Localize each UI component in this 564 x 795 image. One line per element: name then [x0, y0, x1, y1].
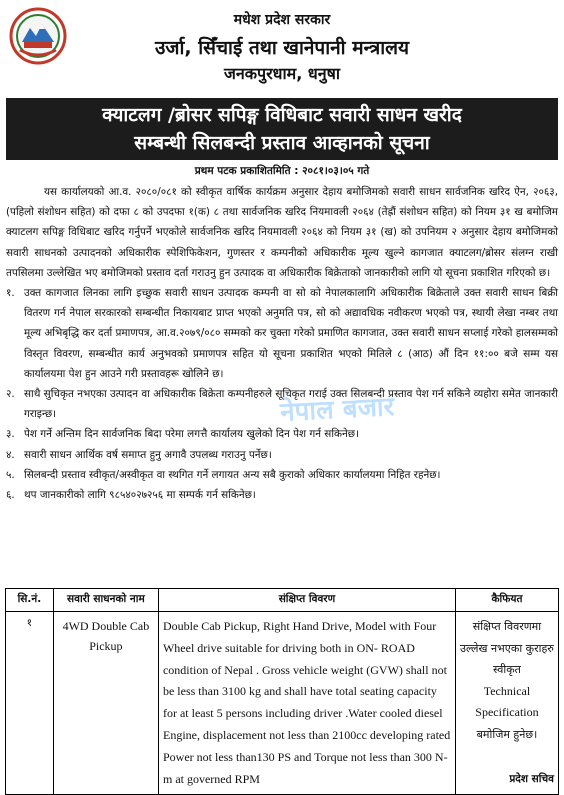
signature-title: प्रदेश सचिव: [509, 773, 554, 785]
list-item: [6, 424, 558, 444]
cell-description: Double Cab Pickup, Right Hand Drive, Model with Four Wheel drive suitable for driving both in ON- ROAD condition of Nepal . Gross vehicle weight (GVW) shall not be less than 3100 kg and shall have total seating capacity for at least 5 persons including driver .Water cooled diesel Engine, displacement not less than 2100cc developing rated Power not less than130 PS and Torque not less than 300 N-m at governed RPM: [158, 612, 455, 795]
cell-vehicle-name: 4WD Double Cab Pickup: [53, 612, 158, 795]
list-item-text: सवारी साधन आर्थिक वर्ष समाप्त हुनु अगावै उपलब्ध गराउनु पर्नेछ।: [24, 448, 272, 461]
table-header-row: [6, 589, 559, 612]
table-row: [6, 612, 559, 795]
publication-date: प्रथम पटक प्रकाशितमिति : २०८१।०३।०५ गते: [194, 165, 370, 177]
list-item-number: ५.: [6, 468, 15, 481]
list-item-text: सिलबन्दी प्रस्ताव स्वीकृत/अस्वीकृत वा स्थगित गर्ने लगायत अन्य सबै कुराको अधिकार कार्यालयमा निहित रहनेछ।: [24, 468, 441, 481]
list-item-text: उक्त कागजात लिनका लागि इच्छुक सवारी साधन उत्पादक कम्पनी वा सो को नेपालकालागि अधिकारीक बिक्रेताले उक्त सवारी साधन बिक्री वितरण गर्न नेपाल सरकारको सम्बन्धीत निकायबाट प्राप्त भएको अनुमति पत्र, सो को अद्यावधिक नवीकरण भएको पत्र, स्थायी लेखा नम्बर तथा मूल्य अभिबृद्धि कर दर्ता प्रमाणपत्र, आ.व.२०७९/०८० सम्मको कर चुक्ता गरेको प्रमाणित कागजात, उक्त सवारी साधन सप्लाई गरेको हालसम्मको विस्तृत विवरण, सम्बन्धीत कार्य अनुभवको प्रमाणपत्र सहित यो सूचना प्रकाशित भएको मितिले ८ (आठ) औं दिन ११:०० बजे सम्म यस कार्यालयमा पेश हुन आउने गरी प्रस्तावहरू खोलिने छ।: [24, 287, 558, 380]
list-item: [6, 445, 558, 465]
vehicle-spec-table: [5, 588, 559, 795]
cell-remarks: [455, 612, 558, 795]
column-header-sn: सि.नं.: [6, 589, 54, 612]
list-item: [6, 283, 558, 384]
list-item-text: पेश गर्ने अन्तिम दिन सार्वजनिक बिदा परेमा लगत्तै कार्यालय खुलेको दिन पेश गर्न सकिनेछ।: [24, 428, 359, 441]
cell-sn: १: [6, 612, 54, 795]
list-item: [6, 465, 558, 485]
government-name: मधेश प्रदेश सरकार: [233, 12, 331, 28]
notice-body: [6, 182, 558, 505]
list-item: [6, 384, 558, 424]
site-watermark: नेपाल बजार: [279, 392, 395, 428]
notice-title-banner: [6, 98, 558, 160]
remark-nepali: संक्षिप्त विवरणमा उल्लेख नभएका कुराहरु स्वीकृत: [460, 620, 554, 676]
list-item-number: ४.: [6, 448, 15, 461]
list-item-text: साथै सुचिकृत नभएका उत्पादन वा अधिकारीक बिक्रेता कम्पनीहरुले सूचिकृत गराई उक्त सिलबन्दी प्रस्ताव पेश गर्न सकिने व्यहोरा समेत जानकारी गराइन्छ।: [24, 388, 558, 421]
column-header-remarks: कैफियत: [455, 589, 558, 612]
intro-paragraph: यस कार्यालयको आ.व. २०८०/०८१ को स्वीकृत वार्षिक कार्यक्रम अनुसार देहाय बमोजिमको सवारी साधन सार्वजनिक खरिद ऐन, २०६३, (पहिलो संशोधन सहित) को दफा ८ को उपदफा १(क) ८ तथा सार्वजनिक खरिद नियमावली २०६४ (तेह्रौं संशोधन सहित) को नियम ३१ ख बमोजिम क्याटलग सपिङ्ग विधिबाट खरिद गर्नुपर्ने भएकोले सार्वजनिक खरिद नियमावली २०६४ को नियम ३१ (ख) को उपनियम २ अनुसार देहाय बमोजिमको सवारी साधनको उत्पादनको अधिकारीक स्पेशिफिकेशन, गुणस्तर र कम्पनीको अधिकारीक मूल्य खुल्ने कागजात क्याटलग/ब्रोसर संलग्न राखी तपसिलमा उल्लेखित भए बमोजिमको प्रस्ताव दर्ता गराउनु हुन उत्पादक वा अधिकारीक बिक्रेताको जानकारीको लागि यो सूचना प्रकाशित गरिएको छ।: [6, 186, 558, 279]
ministry-name: उर्जा, सिँचाई तथा खानेपानी मन्त्रालय: [154, 37, 410, 59]
list-item-number: २.: [6, 388, 15, 401]
list-item-text: थप जानकारीको लागि ९८५४०२७२५६ मा सम्पर्क गर्न सकिनेछ।: [24, 489, 256, 502]
remark-tail: बमोजिम हुनेछ।: [476, 727, 538, 741]
office-location: जनकपुरधाम, धनुषा: [224, 64, 340, 83]
column-header-vehicle-name: सवारी साधनको नाम: [53, 589, 158, 612]
list-item-number: ३.: [6, 428, 15, 441]
column-header-description: संक्षिप्त विवरण: [158, 589, 455, 612]
list-item-number: ६.: [6, 489, 15, 502]
list-item-number: १.: [6, 287, 15, 300]
notice-title-line-1: क्याटलग /ब्रोसर सपिङ्ग विधिबाट सवारी साधन खरीद: [102, 104, 462, 126]
notice-title-line-2: सम्बन्धी सिलबन्दी प्रस्ताव आव्हानको सूचना: [134, 132, 430, 154]
remark-english: Technical Specification: [475, 683, 539, 719]
list-item: [6, 485, 558, 505]
conditions-list: [6, 283, 558, 505]
